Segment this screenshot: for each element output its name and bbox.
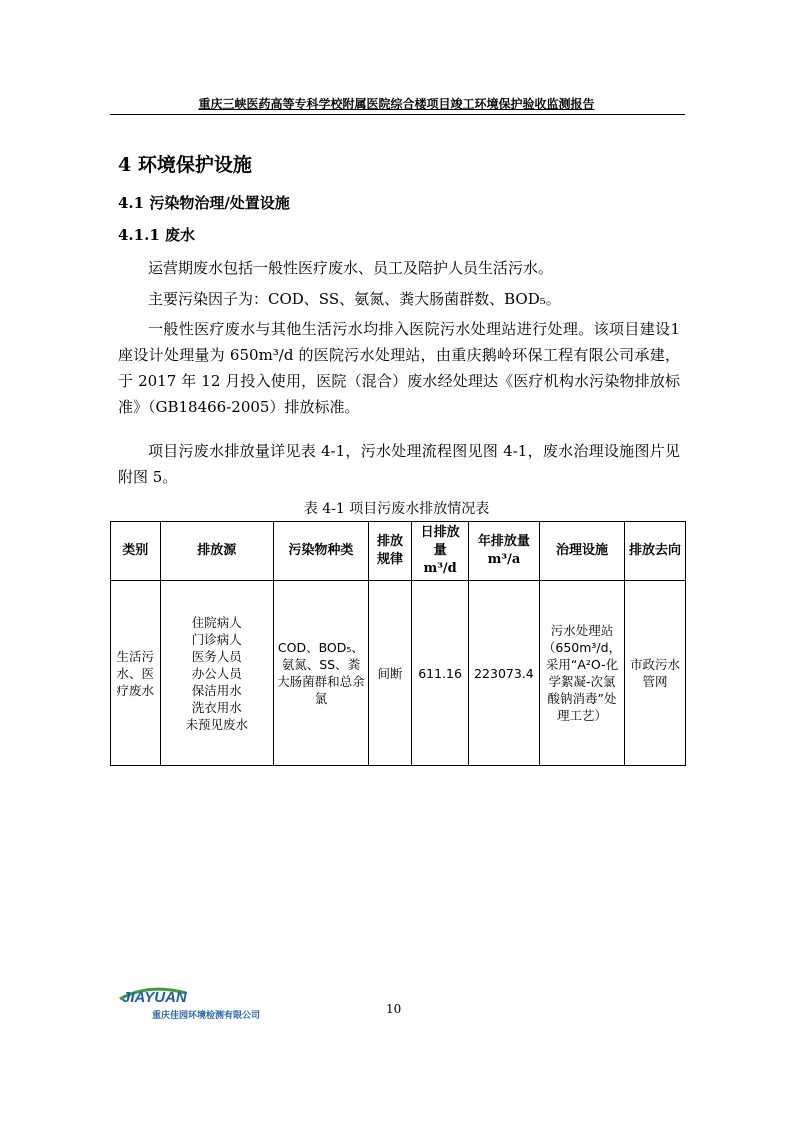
logo-wordmark: JIAYUAN (122, 989, 187, 1006)
cell-facility: 污水处理站（650m³/d，采用“A²O-化学絮凝-次氯酸钠消毒”处理工艺） (539, 581, 624, 766)
col-header-pattern: 排放规律 (368, 522, 411, 581)
col-header-daily: 日排放量 m³/d (412, 522, 469, 581)
logo-company-name: 重庆佳园环境检测有限公司 (152, 1010, 261, 1020)
col-header-pollutants: 污染物种类 (273, 522, 368, 581)
cell-annual: 223073.4 (469, 581, 540, 766)
table-caption: 表 4-1 项目污废水排放情况表 (303, 501, 490, 517)
table-header-row (111, 522, 686, 581)
col-header-destination: 排放去向 (625, 522, 686, 581)
col-header-source: 排放源 (160, 522, 273, 581)
source-item: 办公人员 (191, 665, 242, 681)
cell-pattern: 间断 (368, 581, 411, 766)
cell-sources (160, 581, 273, 766)
source-item: 未预见废水 (185, 716, 248, 732)
table-row (111, 581, 686, 766)
source-item: 门诊病人 (191, 631, 242, 647)
cell-destination: 市政污水管网 (625, 581, 686, 766)
source-item: 保洁用水 (191, 682, 242, 698)
wastewater-table (110, 521, 686, 766)
source-item: 住院病人 (191, 614, 242, 630)
col-header-facility: 治理设施 (539, 522, 624, 581)
cell-category: 生活污水、医疗废水 (111, 581, 161, 766)
paragraph-1: 运营期废水包括一般性医疗废水、员工及陪护人员生活污水。 (148, 259, 554, 277)
cell-daily: 611.16 (412, 581, 469, 766)
header-rule (110, 114, 685, 115)
cell-pollutants: COD、BOD₅、氨氮、SS、粪大肠菌群和总余氯 (273, 581, 368, 766)
source-item: 医务人员 (191, 648, 242, 664)
subsubsection-heading: 4.1.1 废水 (118, 226, 195, 244)
logo-graphic (118, 985, 278, 1025)
subsection-heading: 4.1 污染物治理/处置设施 (118, 194, 290, 212)
section-heading: 4 环境保护设施 (118, 154, 252, 176)
source-item: 洗衣用水 (191, 699, 242, 715)
col-header-category: 类别 (111, 522, 161, 581)
paragraph-4: 项目污废水排放量详见表 4-1，污水处理流程图见图 4-1，废水治理设施图片见附图 5。 (118, 442, 680, 486)
col-header-annual: 年排放量 m³/a (469, 522, 540, 581)
report-header-title: 重庆三峡医药高等专科学校附属医院综合楼项目竣工环境保护验收监测报告 (198, 97, 595, 111)
page-number: 10 (386, 1002, 402, 1016)
paragraph-2: 主要污染因子为：COD、SS、氨氮、粪大肠菌群数、BOD₅。 (148, 290, 561, 308)
paragraph-3: 一般性医疗废水与其他生活污水均排入医院污水处理站进行处理。该项目建设1 座设计处理量为 650m³/d 的医院污水处理站，由重庆鹅岭环保工程有限公司承建，于 2017 年 12 月投入使用，医院（混合）废水经处理达《医疗机构水污染物排放标准》（GB18466-2005）排放标准。 (118, 320, 680, 416)
company-logo (118, 985, 278, 1025)
